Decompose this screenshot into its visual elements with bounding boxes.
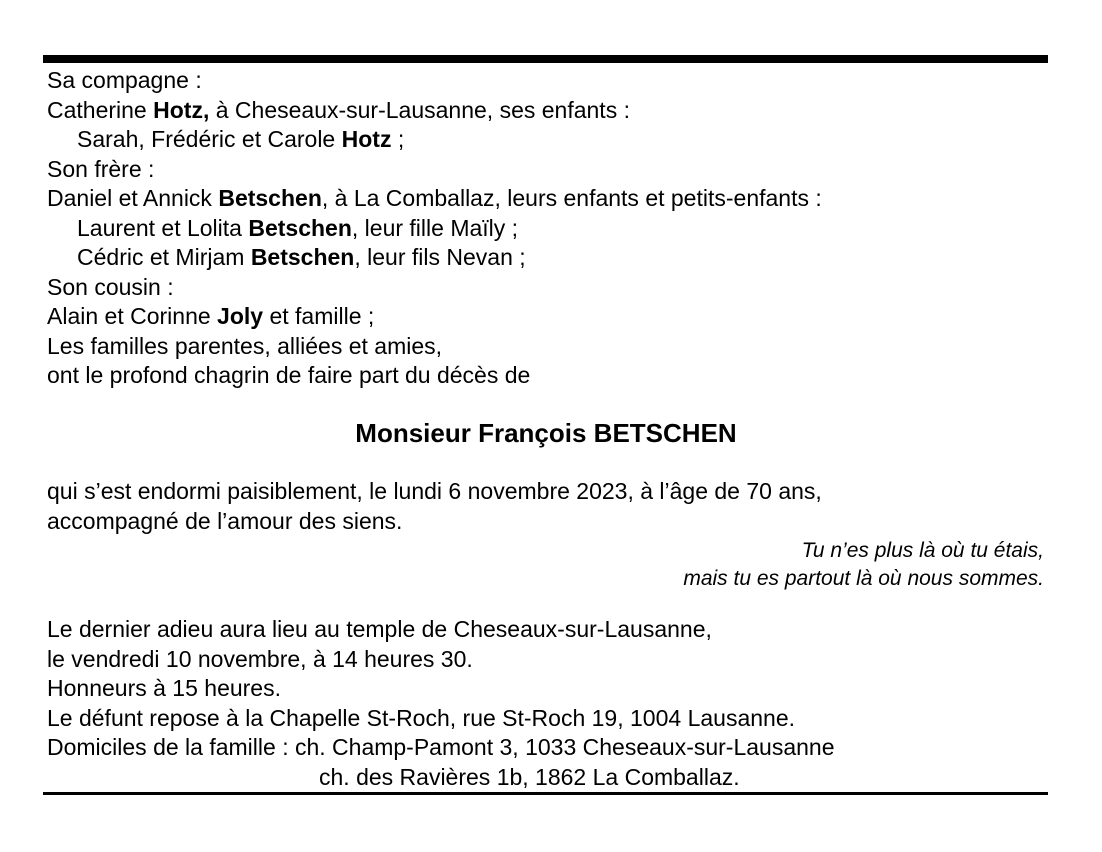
daniel-post: , à La Comballaz, leurs enfants et petits-enfants : [321, 185, 822, 211]
familles-line: Les familles parentes, alliées et amies, [47, 332, 443, 359]
frere-heading: Son frère : [47, 155, 155, 182]
family-section [47, 66, 822, 391]
ceremony-line-4: Le défunt repose à la Chapelle St-Roch, rue St-Roch 19, 1004 Lausanne. [47, 704, 795, 731]
catherine-pre: Catherine [47, 96, 154, 123]
laurent-line [47, 214, 822, 244]
ceremony-line-3: Honneurs à 15 heures. [47, 675, 281, 701]
enfants-post: ; [391, 126, 405, 152]
alain-post: et famille ; [263, 303, 375, 329]
death-section [47, 477, 822, 536]
cedric-surname: Betschen [250, 244, 355, 270]
alain-line [47, 302, 822, 332]
catherine-surname: Hotz, [153, 96, 210, 123]
epitaph-quote [683, 537, 1044, 593]
laurent-pre: Laurent et Lolita [77, 214, 249, 241]
enfants-surname: Hotz [341, 126, 392, 152]
enfants-pre: Sarah, Frédéric et Carole [77, 126, 342, 152]
chagrin-line: ont le profond chagrin de faire part du décès de [47, 362, 531, 388]
compagne-heading: Sa compagne : [47, 67, 202, 93]
bottom-rule [43, 792, 1048, 795]
enfants-line [47, 125, 822, 155]
death-line-2: accompagné de l’amour des siens. [47, 507, 403, 534]
ceremony-line-5: Domiciles de la famille : ch. Champ-Pamont 3, 1033 Cheseaux-sur-Lausanne [47, 734, 835, 760]
quote-line-1: Tu n’es plus là où tu étais, [801, 539, 1044, 562]
quote-line-2: mais tu es partout là où nous sommes. [683, 567, 1044, 590]
ceremony-line-2: le vendredi 10 novembre, à 14 heures 30. [47, 645, 473, 672]
top-rule [43, 55, 1048, 63]
alain-pre: Alain et Corinne [47, 303, 218, 329]
catherine-post: à Cheseaux-sur-Lausanne, ses enfants : [209, 96, 630, 123]
cedric-post: , leur fils Nevan ; [354, 244, 526, 270]
cousin-heading: Son cousin : [47, 273, 174, 300]
catherine-line [47, 96, 822, 126]
death-line-1: qui s’est endormi paisiblement, le lundi 6 novembre 2023, à l’âge de 70 ans, [47, 478, 822, 504]
laurent-surname: Betschen [248, 214, 352, 241]
laurent-post: , leur fille Maïly ; [351, 214, 519, 241]
cedric-line [47, 243, 822, 273]
ceremony-line-6: ch. des Ravières 1b, 1862 La Comballaz. [319, 763, 740, 790]
ceremony-section [47, 615, 835, 792]
daniel-line [47, 184, 822, 214]
daniel-surname: Betschen [218, 185, 322, 211]
cedric-pre: Cédric et Mirjam [77, 244, 251, 270]
alain-surname: Joly [217, 303, 264, 329]
deceased-title: Monsieur François BETSCHEN [355, 418, 737, 448]
daniel-pre: Daniel et Annick [47, 185, 219, 211]
ceremony-line-1: Le dernier adieu aura lieu au temple de Cheseaux-sur-Lausanne, [47, 616, 712, 642]
